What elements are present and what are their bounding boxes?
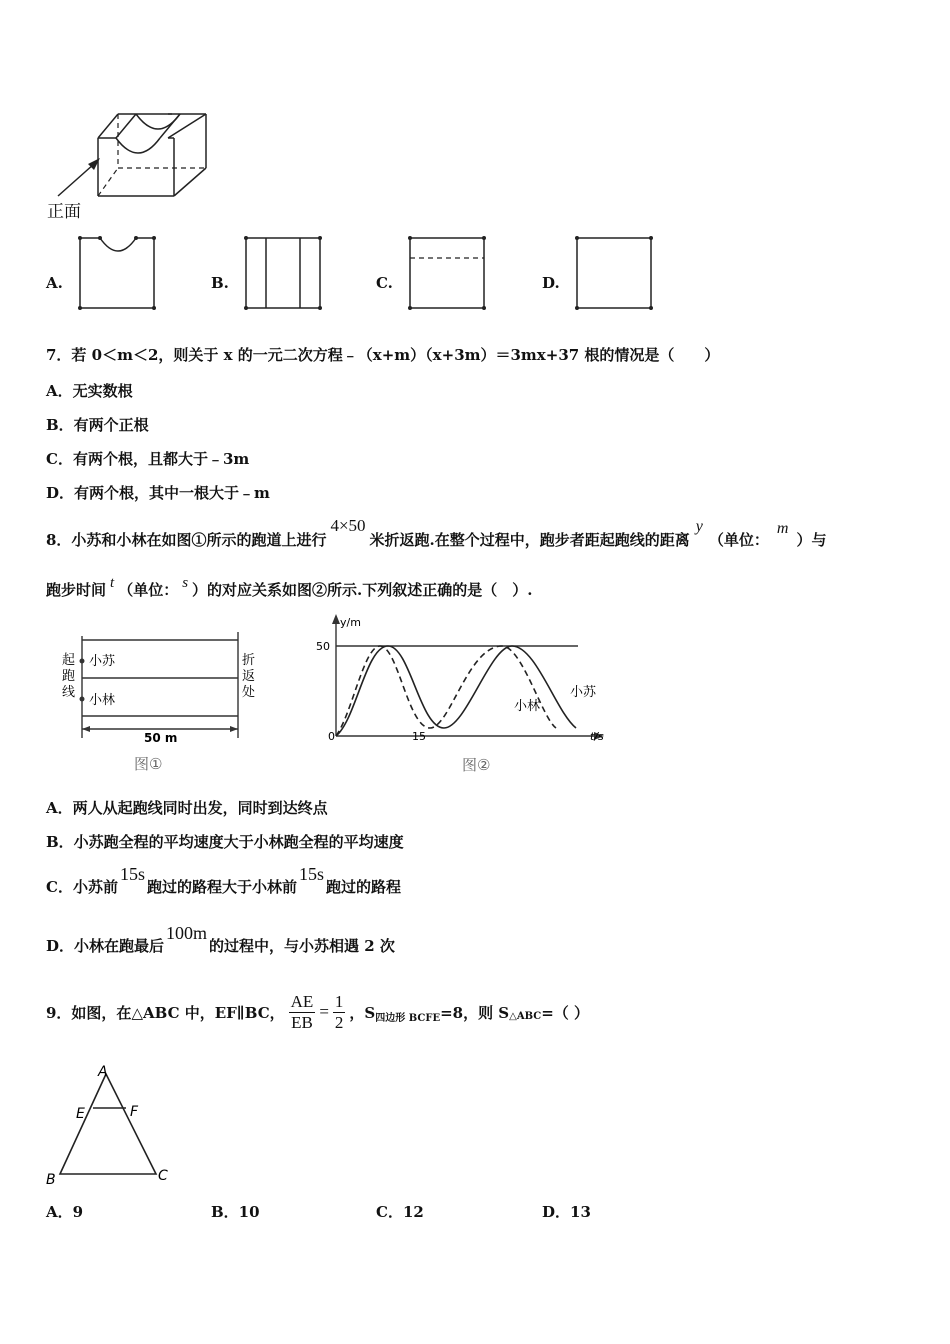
q8-option-d[interactable]: D．小林在跑最后100m的过程中，与小苏相遇 2 次 [46, 923, 395, 955]
curve-label-su: 小苏 [570, 685, 597, 700]
start-line-char-2: 跑 [62, 669, 76, 684]
q6-option-c-figure[interactable] [404, 232, 490, 314]
vertex-b: B [46, 1172, 56, 1188]
x-tick-15: 15 [412, 730, 426, 743]
vertex-a: A [98, 1064, 108, 1080]
runner-lin-label: 小林 [89, 693, 116, 708]
q7-option-b[interactable]: B．有两个正根 [46, 416, 149, 434]
q6-option-b-label[interactable]: B. [211, 274, 229, 292]
q9-option-a[interactable]: A．9 [46, 1203, 84, 1221]
fig2-caption: 图② [462, 756, 491, 774]
q6-option-c-label[interactable]: C. [376, 274, 393, 292]
start-line-char-3: 线 [62, 685, 76, 700]
q6-option-a-label[interactable]: A. [46, 274, 63, 292]
q7-option-a[interactable]: A．无实数根 [46, 382, 133, 400]
q9-triangle-figure [40, 1062, 180, 1190]
y-tick-50: 50 [316, 640, 330, 653]
front-label: 正面 [47, 202, 81, 222]
turn-char-3: 处 [242, 685, 256, 700]
q8-option-b[interactable]: B．小苏跑全程的平均速度大于小林跑全程的平均速度 [46, 833, 404, 851]
turn-char-1: 折 [242, 653, 256, 668]
q6-option-b-figure[interactable] [240, 232, 326, 314]
point-f: F [130, 1104, 139, 1120]
q6-option-d-figure[interactable] [571, 232, 657, 314]
y-axis-label: y/m [340, 616, 361, 629]
q6-option-a-figure[interactable] [74, 232, 160, 314]
q9-fraction-half: $\frac{1}{2}$ [334, 991, 344, 1032]
q8-track-figure [52, 626, 272, 778]
runner-su-label: 小苏 [89, 654, 116, 669]
x-axis-label: t/s [590, 730, 604, 743]
q7-stem: 7．若 0＜m＜2，则关于 x 的一元二次方程﹣（x+m）（x+3m）＝3mx+37 根的情况是（ ） [46, 346, 720, 364]
q7-option-c[interactable]: C．有两个根，且都大于﹣3m [46, 450, 250, 468]
q8-option-a[interactable]: A．两人从起跑线同时出发，同时到达终点 [46, 799, 328, 817]
q9-option-d[interactable]: D．13 [542, 1203, 591, 1221]
point-e: E [76, 1106, 85, 1122]
fig1-caption: 图① [134, 755, 163, 773]
vertex-c: C [158, 1168, 168, 1184]
x-origin: 0 [328, 730, 335, 743]
q7-option-d[interactable]: D．有两个根，其中一根大于﹣m [46, 484, 270, 502]
q8-stem-line2: 跑步时间 t （单位： s ）的对应关系如图②所示.下列叙述正确的是（ ）. [46, 575, 533, 599]
q9-fraction-ae-eb: $\frac{AE}{EB}$ [290, 991, 314, 1032]
q8-graph-figure [304, 610, 609, 782]
q8-stem-line1: 8．小苏和小林在如图①所示的跑道上进行4×50米折返跑.在整个过程中，跑步者距起跑线的距离y（单位：m）与 [46, 516, 827, 549]
curve-label-lin: 小林 [514, 699, 541, 714]
q8-option-c[interactable]: C．小苏前15s跑过的路程大于小林前15s跑过的路程 [46, 864, 402, 896]
q9-option-c[interactable]: C．12 [376, 1203, 424, 1221]
q6-option-d-label[interactable]: D. [542, 274, 560, 292]
turn-char-2: 返 [242, 669, 256, 684]
q9-stem: 9．如图，在△ABC 中，EF∥BC， $\frac{AE}{EB}$ = $\frac{1}{2}$ ，S 四边形 BCFE =8，则 S △ABC =（ ） [46, 991, 589, 1032]
q9-option-b[interactable]: B．10 [211, 1203, 260, 1221]
start-line-char-1: 起 [62, 653, 76, 668]
track-length-label: 50 m [144, 731, 178, 745]
